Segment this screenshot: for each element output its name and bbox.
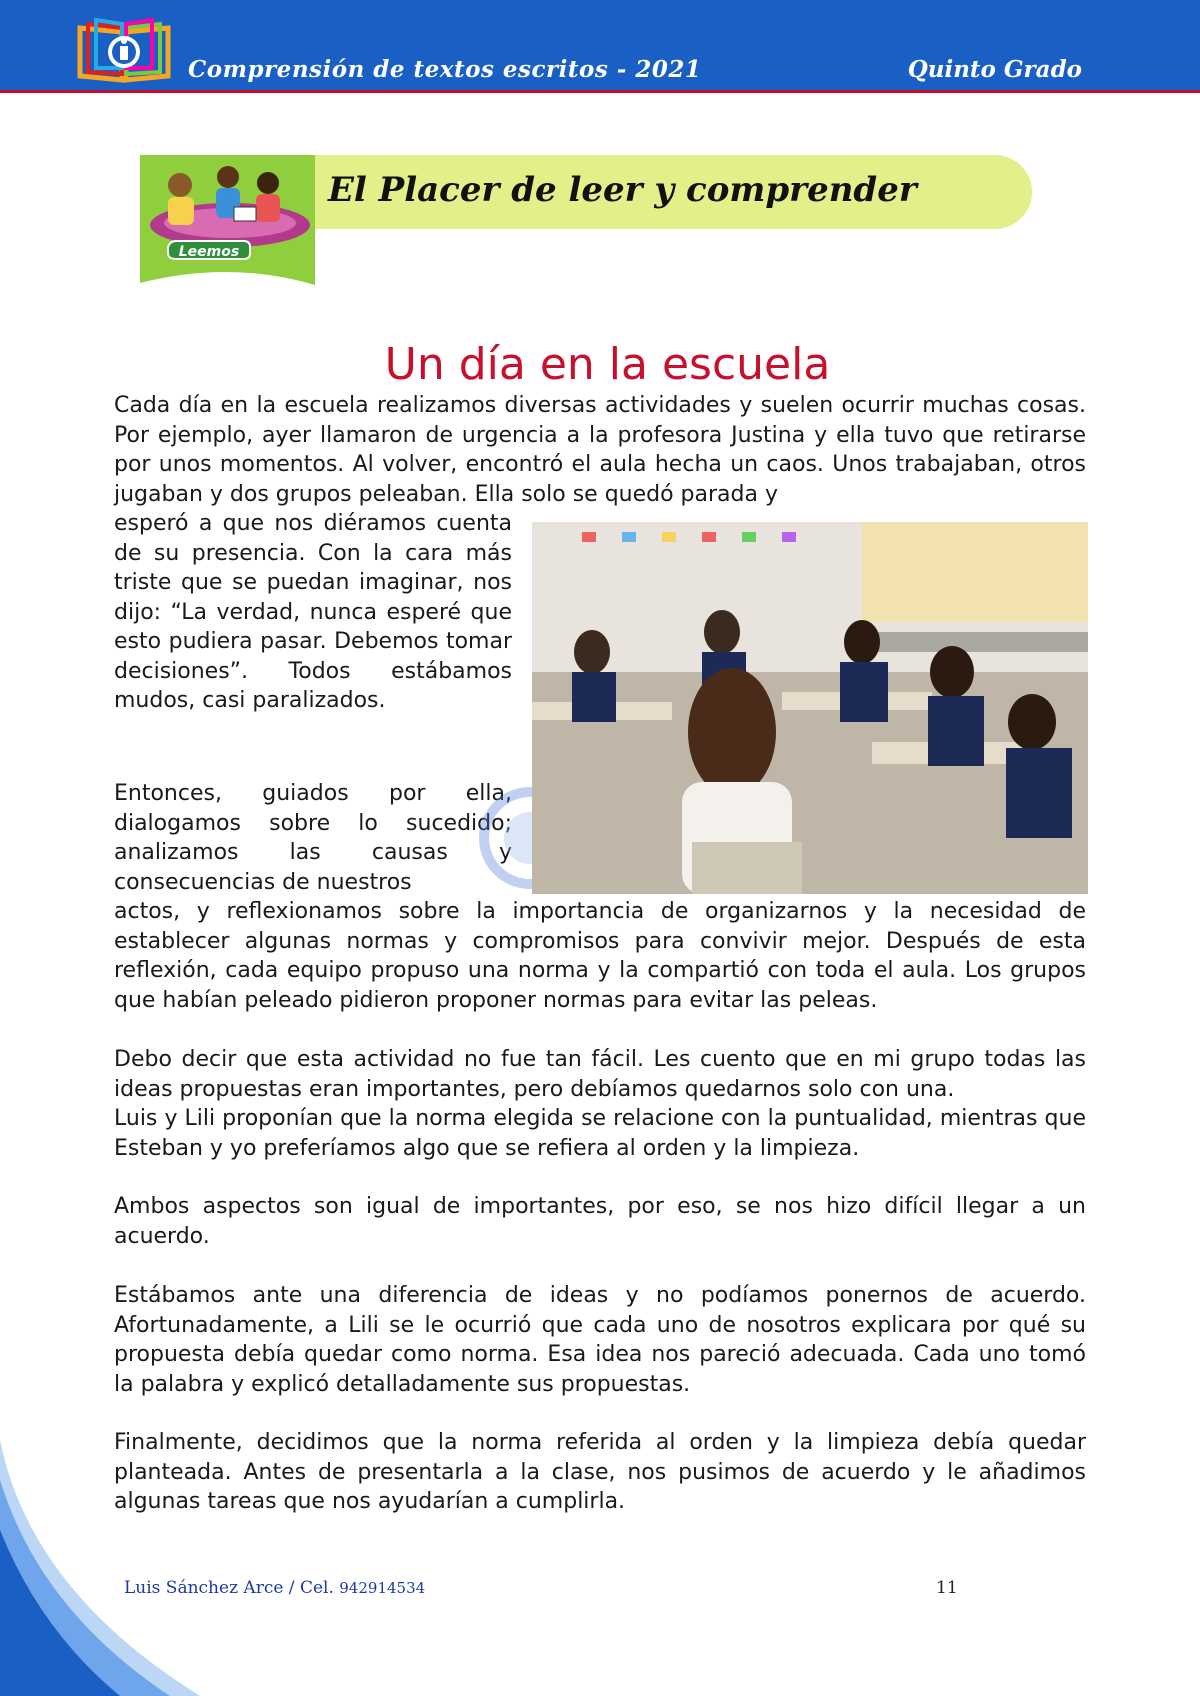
paragraph-5: Estábamos ante una diferencia de ideas y no podíamos ponernos de acuerdo. Afortunadamente, a Lili se le ocurrió que cada uno de nosotros explicara por qué su propuesta debía quedar como norma. Esa idea nos pareció adecuada. Cada uno tomó la palabra y explicó detalladamente sus propuestas.	[114, 1283, 1086, 1397]
footer-author	[124, 1578, 425, 1598]
paragraph-6: Finalmente, decidimos que la norma referida al orden y la limpieza debía quedar planteada. Antes de presentarla a la clase, nos pusimos de acuerdo y le añadimos algunas tareas que nos ayudarían a cumplirla.	[114, 1430, 1086, 1514]
paragraph-intro: Cada día en la escuela realizamos diversas actividades y suelen ocurrir muchas cosas. Por ejemplo, ayer llamaron de urgencia a la profesora Justina y ella tuvo que retirarse por unos momentos. Al volver, encontró el aula hecha un caos. Unos trabajaban, otros jugaban y dos grupos peleaban. Ella solo se quedó parada y	[114, 393, 1086, 507]
paragraph-wrap-2: Entonces, guiados por ella, dialogamos sobre lo sucedido; analizamos las causas y consecuencias de nuestros	[114, 781, 512, 895]
paragraph-3b: Luis y Lili proponían que la norma elegida se relacione con la puntualidad, mientras que Esteban y yo preferíamos algo que se refiera al orden y la limpieza.	[114, 1106, 1086, 1161]
page-title: Un día en la escuela	[384, 339, 831, 391]
header-title: Comprensión de textos escritos - 2021	[188, 56, 702, 83]
banner-title: El Placer de leer y comprender	[328, 170, 917, 210]
page-number: 11	[936, 1578, 958, 1598]
header-grade: Quinto Grado	[907, 56, 1082, 83]
leemos-badge: Leemos	[178, 244, 240, 260]
decorative-swoosh	[0, 1440, 200, 1696]
paragraph-4: Ambos aspectos son igual de importantes, por eso, se nos hizo difícil llegar a un acuerdo.	[114, 1194, 1086, 1249]
page-header	[0, 0, 1200, 93]
book-logo-icon	[76, 14, 172, 84]
classroom-photo	[532, 522, 1088, 894]
paragraph-3a: Debo decir que esta actividad no fue tan fácil. Les cuento que en mi grupo todas las ideas propuestas eran importantes, pero debíamos quedarnos solo con una.	[114, 1047, 1086, 1102]
reading-children-illustration	[140, 155, 315, 290]
footer-phone: 942914534	[339, 1579, 426, 1597]
footer-author-name: Luis Sánchez Arce / Cel.	[124, 1578, 334, 1598]
paragraph-wrap-1: esperó a que nos diéramos cuenta de su presencia. Con la cara más triste que se puedan imaginar, nos dijo: “La verdad, nunca esperé que esto pudiera pasar. Debemos tomar decisiones”. Todos estábamos mudos, casi paralizados.	[114, 511, 512, 713]
paragraph-after-photo: actos, y reflexionamos sobre la importancia de organizarnos y la necesidad de establecer algunas normas y compromisos para convivir mejor. Después de esta reflexión, cada equipo propuso una norma y la compartió con toda el aula. Los grupos que habían peleado pidieron proponer normas para evitar las peleas.	[114, 899, 1086, 1013]
